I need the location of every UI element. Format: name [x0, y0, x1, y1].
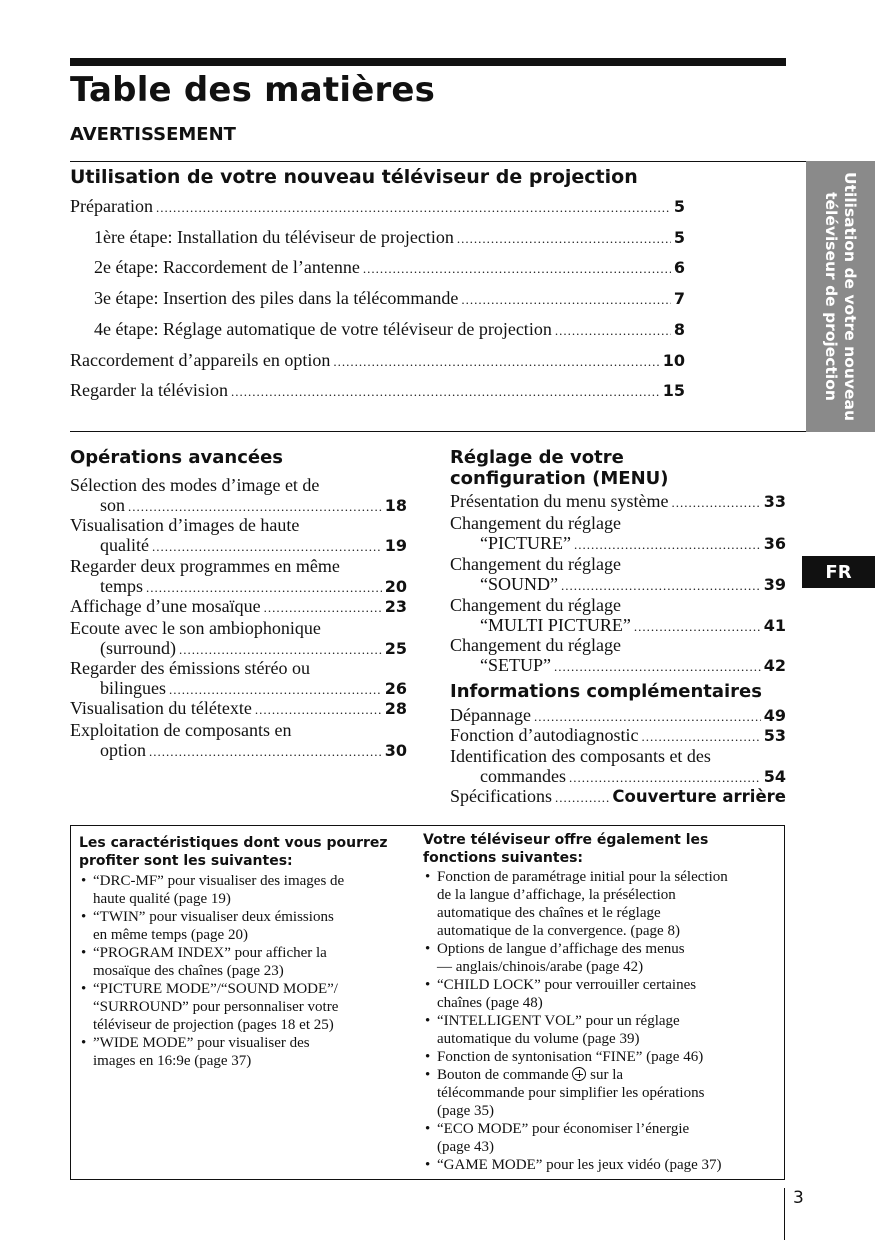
toc-label: 2e étape: Raccordement de l’antenne	[94, 257, 360, 277]
toc-page: 53	[763, 726, 786, 745]
toc-label-cont: option	[100, 740, 147, 760]
dot-leader	[569, 770, 761, 786]
features-left-heading	[79, 834, 388, 870]
toc-entry[interactable]	[70, 350, 685, 374]
toc-entry[interactable]	[70, 196, 685, 220]
dot-leader	[555, 323, 671, 339]
toc-label-cont: (surround)	[100, 638, 176, 658]
list-item: • Bouton de commande sur la télécommande pour simplifier les opérations (page 35)	[423, 1066, 781, 1120]
toc-label-cont: “MULTI PICTURE”	[480, 615, 631, 635]
toc-label: 3e étape: Insertion des piles dans la télécommande	[94, 288, 459, 308]
joystick-button-icon	[572, 1067, 586, 1081]
toc-label: Changement du réglage	[450, 635, 621, 655]
dot-leader	[179, 642, 382, 658]
toc-page: 5	[673, 228, 685, 247]
dot-leader	[461, 292, 670, 308]
toc-page: 28	[384, 699, 407, 718]
toc-page: 49	[763, 706, 786, 725]
dot-leader	[128, 499, 382, 515]
features-left-list	[79, 872, 414, 1070]
toc-entry[interactable]	[70, 618, 407, 659]
toc-page: 23	[384, 597, 407, 616]
toc-label: Exploitation de composants en	[70, 720, 292, 740]
toc-entry[interactable]	[450, 786, 786, 808]
toc-entry[interactable]	[94, 227, 685, 251]
toc-page: 7	[673, 289, 685, 308]
toc-entry[interactable]	[450, 491, 786, 513]
dot-leader	[363, 261, 671, 277]
dot-leader	[554, 659, 761, 675]
toc-label-cont: qualité	[100, 535, 149, 555]
section-heading-use: Utilisation de votre nouveau téléviseur de projection	[70, 166, 638, 188]
dot-leader	[149, 744, 382, 760]
toc-label: Raccordement d’appareils en option	[70, 350, 331, 370]
list-item: • “PROGRAM INDEX” pour afficher la mosaïque des chaînes (page 23)	[79, 944, 414, 980]
toc-entry[interactable]	[450, 595, 786, 636]
dot-leader	[264, 600, 382, 616]
page-number: 3	[793, 1188, 804, 1208]
features-right-list	[423, 868, 781, 1174]
toc-entry[interactable]	[70, 720, 407, 761]
toc-entry[interactable]	[450, 705, 786, 727]
toc-page: Couverture arrière	[612, 787, 786, 806]
toc-entry[interactable]	[70, 556, 407, 597]
features-right-heading	[423, 831, 708, 867]
toc-label: Visualisation d’images de haute	[70, 515, 300, 535]
toc-entry[interactable]	[70, 698, 407, 720]
language-badge: FR	[802, 556, 875, 588]
toc-label: Changement du réglage	[450, 554, 621, 574]
warning-heading: AVERTISSEMENT	[70, 124, 236, 145]
toc-page: 18	[384, 496, 407, 515]
toc-page: 10	[662, 351, 685, 370]
toc-label: Changement du réglage	[450, 595, 621, 615]
toc-label-cont: “PICTURE”	[480, 533, 571, 553]
toc-page: 41	[763, 616, 786, 635]
page-number-rule	[784, 1188, 785, 1240]
toc-label-cont: “SOUND”	[480, 574, 558, 594]
toc-label: 4e étape: Réglage automatique de votre téléviseur de projection	[94, 319, 552, 339]
dot-leader	[561, 578, 761, 594]
toc-page: 25	[384, 639, 407, 658]
toc-label: Regarder deux programmes en même	[70, 556, 340, 576]
toc-label: Visualisation du télétexte	[70, 698, 252, 718]
list-item: • “DRC-MF” pour visualiser des images de haute qualité (page 19)	[79, 872, 414, 908]
features-box	[70, 825, 785, 1180]
toc-page: 39	[763, 575, 786, 594]
toc-page: 42	[763, 656, 786, 675]
dot-leader	[156, 200, 671, 216]
toc-label: 1ère étape: Installation du téléviseur de projection	[94, 227, 454, 247]
toc-page: 6	[673, 258, 685, 277]
toc-entry[interactable]	[70, 475, 407, 516]
dot-leader	[555, 790, 609, 806]
heading-line: fonctions suivantes:	[423, 850, 584, 866]
heading-line: Votre téléviseur offre également les	[423, 832, 709, 848]
dot-leader	[641, 729, 760, 745]
heading-line: Les caractéristiques dont vous pourrez	[79, 835, 388, 851]
dot-leader	[534, 709, 761, 725]
list-item: • “INTELLIGENT VOL” pour un réglage automatique du volume (page 39)	[423, 1012, 781, 1048]
toc-label: Regarder des émissions stéréo ou	[70, 658, 310, 678]
dot-leader	[255, 702, 382, 718]
section-heading-menu	[450, 447, 668, 489]
toc-page: 20	[384, 577, 407, 596]
toc-page: 8	[673, 320, 685, 339]
dot-leader	[634, 619, 761, 635]
heading-line: configuration (MENU)	[450, 468, 669, 489]
list-item: • “PICTURE MODE”/“SOUND MODE”/ “SURROUND” pour personnaliser votre téléviseur de projection (pages 18 et 25)	[79, 980, 414, 1034]
toc-label: Spécifications	[450, 786, 552, 806]
list-item: • Fonction de syntonisation “FINE” (page 46)	[423, 1048, 781, 1066]
toc-entry[interactable]	[450, 513, 786, 554]
section-divider	[70, 431, 875, 432]
list-item: • “GAME MODE” pour les jeux vidéo (page 37)	[423, 1156, 781, 1174]
page-title: Table des matières	[70, 70, 436, 110]
toc-label: Ecoute avec le son ambiophonique	[70, 618, 321, 638]
list-item: • “CHILD LOCK” pour verrouiller certaines chaînes (page 48)	[423, 976, 781, 1012]
side-section-tab	[806, 161, 875, 432]
heading-line: profiter sont les suivantes:	[79, 853, 293, 869]
toc-label-cont: commandes	[480, 766, 566, 786]
toc-entry[interactable]	[450, 725, 786, 747]
list-item: • ”WIDE MODE” pour visualiser des images en 16:9e (page 37)	[79, 1034, 414, 1070]
dot-leader	[333, 354, 659, 370]
side-tab-line: Utilisation de votre nouveau	[841, 172, 860, 421]
dot-leader	[152, 539, 382, 555]
toc-label-cont: son	[100, 495, 126, 515]
toc-label: Identification des composants et des	[450, 746, 711, 766]
toc-label: Affichage d’une mosaïque	[70, 596, 261, 616]
toc-entry[interactable]	[94, 288, 685, 312]
toc-label: Changement du réglage	[450, 513, 621, 533]
toc-entry[interactable]	[94, 319, 685, 343]
toc-label: Préparation	[70, 196, 153, 216]
toc-entry[interactable]	[70, 380, 685, 404]
toc-label: Regarder la télévision	[70, 380, 228, 400]
section-divider	[70, 161, 875, 162]
toc-entry[interactable]	[450, 635, 786, 676]
section-heading-info: Informations complémentaires	[450, 681, 762, 702]
dot-leader	[169, 682, 382, 698]
toc-label-cont: bilingues	[100, 678, 166, 698]
toc-page: 19	[384, 536, 407, 555]
dot-leader	[457, 231, 671, 247]
toc-label: Dépannage	[450, 705, 531, 725]
toc-page: 36	[763, 534, 786, 553]
section-heading-advanced: Opérations avancées	[70, 447, 283, 468]
list-item: • Fonction de paramétrage initial pour la sélection de la langue d’affichage, la présélection automatique des chaînes et le réglage automatique de la convergence. (page 8)	[423, 868, 781, 940]
toc-page: 15	[662, 381, 685, 400]
toc-page: 33	[763, 492, 786, 511]
list-item: • “ECO MODE” pour économiser l’énergie (page 43)	[423, 1120, 781, 1156]
toc-page: 26	[384, 679, 407, 698]
toc-entry[interactable]	[70, 658, 407, 699]
dot-leader	[146, 580, 382, 596]
toc-entry[interactable]	[94, 257, 685, 281]
top-rule	[70, 58, 786, 66]
toc-page: 5	[673, 197, 685, 216]
toc-label: Présentation du menu système	[450, 491, 669, 511]
toc-page: 30	[384, 741, 407, 760]
toc-entry[interactable]	[450, 746, 786, 787]
dot-leader	[574, 537, 761, 553]
heading-line: Réglage de votre	[450, 447, 624, 468]
side-tab-line: téléviseur de projection	[822, 192, 841, 401]
dot-leader	[231, 384, 660, 400]
list-item: • Options de langue d’affichage des menus — anglais/chinois/arabe (page 42)	[423, 940, 781, 976]
toc-entry[interactable]	[70, 515, 407, 556]
dot-leader	[671, 495, 760, 511]
toc-label: Sélection des modes d’image et de	[70, 475, 320, 495]
toc-label-cont: “SETUP”	[480, 655, 551, 675]
toc-entry[interactable]	[450, 554, 786, 595]
list-item: • “TWIN” pour visualiser deux émissions en même temps (page 20)	[79, 908, 414, 944]
toc-label: Fonction d’autodiagnostic	[450, 725, 639, 745]
toc-label-cont: temps	[100, 576, 143, 596]
toc-page: 54	[763, 767, 786, 786]
toc-entry[interactable]	[70, 596, 407, 618]
